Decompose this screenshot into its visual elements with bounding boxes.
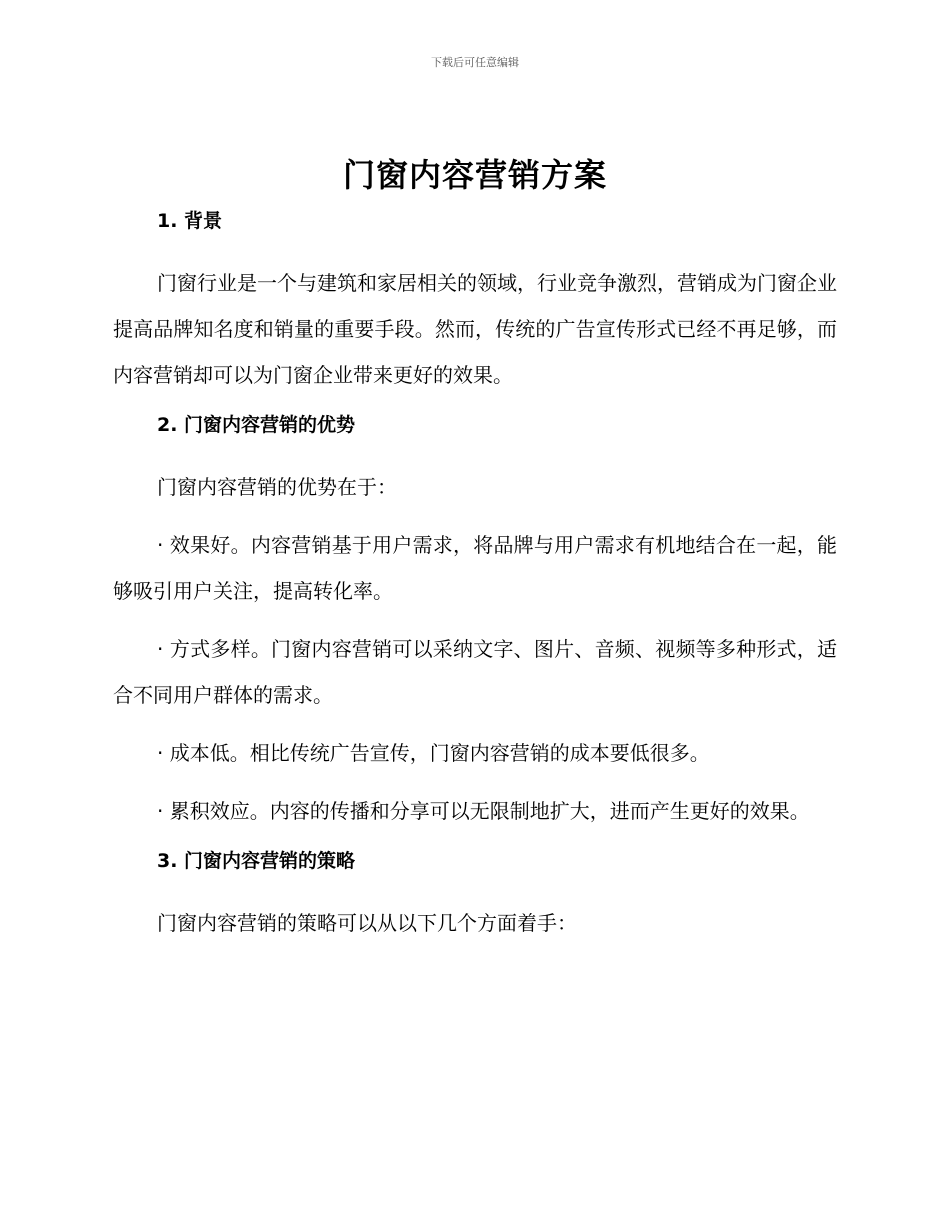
paragraph: 门窗行业是一个与建筑和家居相关的领域，行业竞争激烈，营销成为门窗企业提高品牌知名度和销量的重要手段。然而，传统的广告宣传形式已经不再足够，而内容营销却可以为门窗企业带来更好的效果。 (113, 271, 837, 387)
section-heading: 1. 背景 (157, 210, 223, 232)
document-title: 门窗内容营销方案 (342, 156, 607, 194)
section-heading: 3. 门窗内容营销的策略 (157, 850, 356, 872)
bullet-paragraph: · 累积效应。内容的传播和分享可以无限制地扩大，进而产生更好的效果。 (157, 799, 810, 823)
bullet-paragraph: · 方式多样。门窗内容营销可以采纳文字、图片、音频、视频等多种形式，适合不同用户群体的需求。 (113, 637, 837, 707)
paragraph: 门窗内容营销的优势在于： (157, 475, 397, 499)
bullet-paragraph: · 成本低。相比传统广告宣传，门窗内容营销的成本要低很多。 (157, 741, 710, 765)
section-background (113, 204, 837, 398)
paragraph: 门窗内容营销的策略可以从以下几个方面着手： (157, 911, 577, 935)
section-advantages (113, 408, 837, 834)
section-strategy (113, 844, 837, 946)
document-body (113, 204, 837, 946)
section-heading: 2. 门窗内容营销的优势 (157, 414, 356, 436)
page-header-note: 下载后可任意编辑 (431, 56, 519, 69)
bullet-paragraph: · 效果好。内容营销基于用户需求，将品牌与用户需求有机地结合在一起，能够吸引用户关注，提高转化率。 (113, 533, 837, 603)
